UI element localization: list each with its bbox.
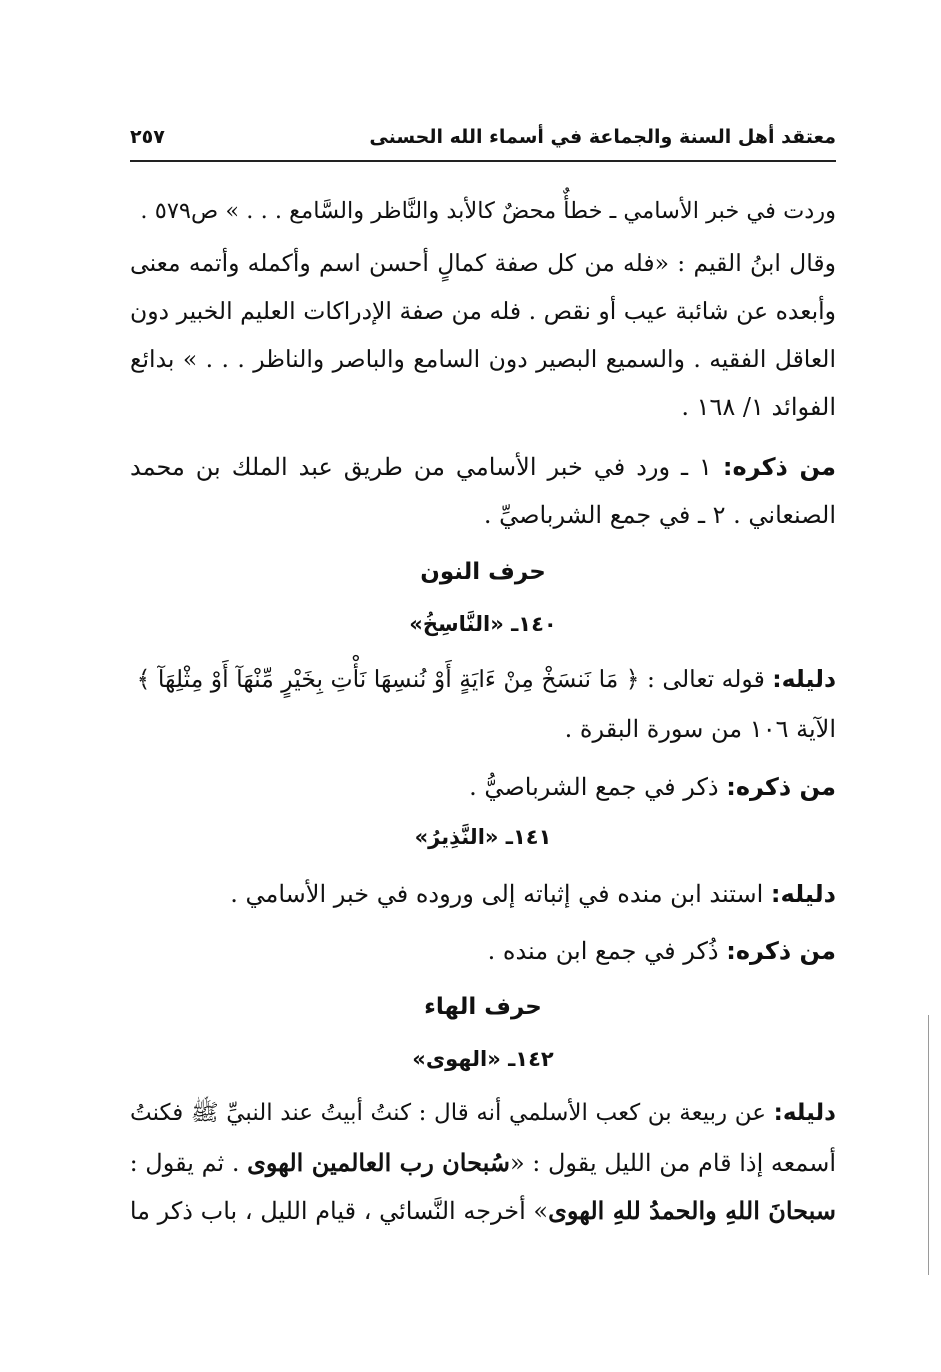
page-number: ٢٥٧ <box>130 126 165 148</box>
quoted-dhikr: سُبحان رب العالمين الهوى <box>247 1148 510 1177</box>
dalil-line <box>130 875 836 913</box>
source-text: ذُكر في جمع ابن منده . <box>487 937 727 965</box>
text-line: الصنعاني . ٢ ـ في جمع الشرباصيِّ . <box>483 501 836 529</box>
entry-title: ١٤١ـ «النَّذِيرُ» <box>414 825 552 849</box>
entry-title: ١٤٢ـ «الهوى» <box>412 1047 554 1071</box>
dalil-line <box>130 660 836 698</box>
dalil-text: عن ربيعة بن كعب الأسلمي أنه قال : كنتُ أبيتُ عند النبيِّ ﷺ فكنتُ <box>130 1100 774 1126</box>
source-text: ١ ـ ورد في خبر الأسامي من طريق عبد الملك بن محمد <box>130 453 723 481</box>
dalil-text: استند ابن منده في إثباته إلى وروده في خبر الأسامي . <box>230 880 771 908</box>
source-text: ذكر في جمع الشرباصيُّ . <box>469 773 727 801</box>
text-line: أسمعه إذا قام من الليل يقول : «سُبحان رب العالمين الهوى . ثم يقول : <box>129 1148 836 1177</box>
text-line: وردت في خبر الأسامي ـ خطأٌ محضٌ كالأبد والنَّاظر والسَّامع . . . » ص٥٧٩ . <box>140 198 836 224</box>
entry-title: ١٤٠ـ «النَّاسِخُ» <box>409 612 557 636</box>
header-rule <box>130 160 836 162</box>
quran-verse: قوله تعالى : ﴿ مَا نَنسَخْ مِنْ ءَايَةٍ أَوْ نُنسِهَا نَأْتِ بِخَيْرٍ مِّنْهَآ أَوْ مِثْلِهَآ ﴾ <box>136 665 773 693</box>
source-label: من ذكره: <box>726 937 836 965</box>
source-label: من ذكره: <box>726 773 836 801</box>
text-line: العاقل الفقيه . والسميع البصير دون السامع والباصر والناظر . . . » بدائع <box>130 345 836 373</box>
source-line <box>130 768 836 806</box>
dalil-line <box>130 1094 836 1132</box>
section-heading: حرف الهاء <box>424 994 542 1020</box>
dalil-label: دليله: <box>772 665 836 693</box>
text-line: الآية ١٠٦ من سورة البقرة . <box>564 715 836 743</box>
source-label: من ذكره: <box>722 453 837 481</box>
text-line: سبحانَ اللهِ والحمدُ للهِ الهوى» أخرجه النَّسائي ، قيام الليل ، باب ذكر ما <box>129 1196 836 1225</box>
section-heading: حرف النون <box>420 559 546 585</box>
page-edge-line <box>928 1015 929 1275</box>
dalil-label: دليله: <box>773 1100 836 1126</box>
text-line: وأبعده عن شائبة عيب أو نقص . فله من صفة الإدراكات العليم الخبير دون <box>130 297 836 325</box>
source-line <box>130 448 836 486</box>
running-header <box>130 120 836 156</box>
text-line: الفوائد ١/ ١٦٨ . <box>681 393 836 421</box>
text-line: وقال ابنُ القيم : «فله من كل صفة كمالٍ أحسن اسم وأكمله وأتمه معنى <box>130 249 836 277</box>
book-title: معتقد أهل السنة والجماعة في أسماء الله الحسنى <box>369 126 836 148</box>
quoted-dhikr: سبحانَ اللهِ والحمدُ للهِ الهوى <box>548 1196 836 1225</box>
dalil-label: دليله: <box>770 880 836 908</box>
source-line <box>130 932 836 970</box>
